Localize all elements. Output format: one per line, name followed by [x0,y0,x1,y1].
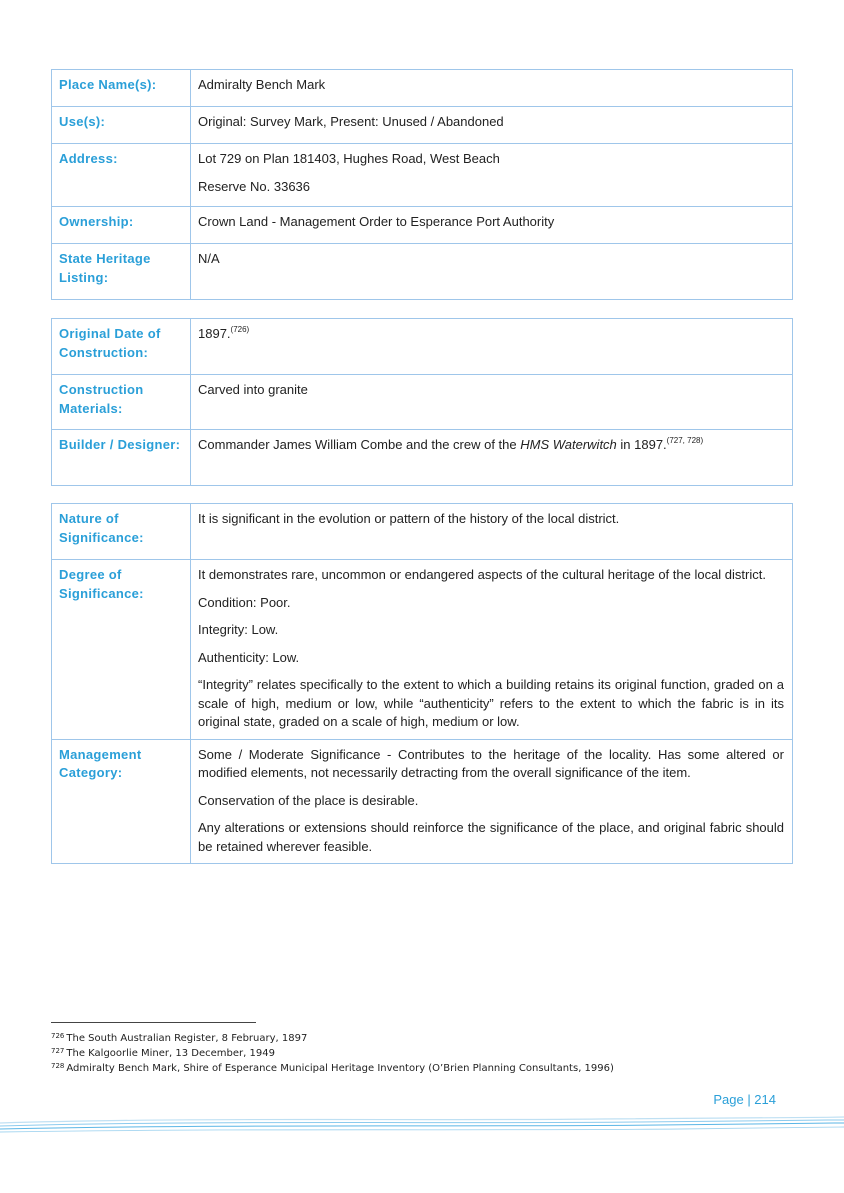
degree-value [191,560,793,740]
significance-table [51,503,793,864]
address-value [191,144,793,207]
date-text: 1897. [198,326,231,341]
footnote-727 [51,1047,275,1059]
materials-value: Carved into granite [191,375,793,430]
builder-year: in 1897. [616,437,667,452]
use-value: Original: Survey Mark, Present: Unused / Abandoned [191,107,793,144]
footnote-number: 726 [51,1032,65,1040]
footnote-number: 727 [51,1047,65,1055]
footer-wave-decoration [0,1108,844,1138]
definition-paragraph: “Integrity” relates specifically to the extent to which a building retains its original function, graded on a scale of high, medium or low, while “authenticity” refers to the extent to which the fabric is in its original state, graded on a scale of high, medium or low. [198,677,784,729]
ownership-label: Ownership: [52,207,191,244]
conservation-text: Conservation of the place is desirable. [198,792,419,808]
footnote-divider [51,1022,256,1023]
place-name-value: Admiralty Bench Mark [191,70,793,107]
management-label: Management Category: [52,739,191,864]
condition-text: Condition: Poor. [198,594,291,610]
builder-label: Builder / Designer: [52,430,191,486]
footnote-number: 728 [51,1062,65,1070]
footnote-text: Admiralty Bench Mark, Shire of Esperance Municipal Heritage Inventory (O’Brien Planning Consultants, 1996) [66,1063,614,1074]
date-label: Original Date of Construction: [52,319,191,375]
footnote-ref: (727, 728) [666,436,704,445]
use-label: Use(s): [52,107,191,144]
degree-label: Degree of Significance: [52,560,191,740]
builder-value [191,430,793,486]
footnote-ref: (726) [230,325,250,334]
management-value [191,739,793,864]
ship-name: HMS Waterwitch [520,437,617,452]
authenticity-text: Authenticity: Low. [198,649,300,665]
nature-value: It is significant in the evolution or pattern of the history of the local district. [191,504,793,560]
footnote-text: The South Australian Register, 8 February, 1897 [66,1033,308,1044]
footnote-728 [51,1062,614,1074]
alterations-text: Any alterations or extensions should reinforce the significance of the place, and original fabric should be retained wherever feasible. [198,820,784,854]
address-label: Address: [52,144,191,207]
place-details-table [51,69,793,300]
address-line-2: Reserve No. 33636 [198,178,311,194]
integrity-text: Integrity: Low. [198,622,279,637]
footnote-text: The Kalgoorlie Miner, 13 December, 1949 [66,1048,275,1059]
degree-paragraph: It demonstrates rare, uncommon or endangered aspects of the cultural heritage of the local district. [198,567,766,582]
management-paragraph: Some / Moderate Significance - Contributes to the heritage of the locality. Has some altered or modified elements, not necessarily detracting from the overall significance of the item. [198,746,784,780]
nature-label: Nature of Significance: [52,504,191,560]
place-name-label: Place Name(s): [52,70,191,107]
state-heritage-label: State Heritage Listing: [52,244,191,300]
construction-table [51,318,793,486]
materials-label: Construction Materials: [52,375,191,430]
builder-text: Commander James William Combe and the crew of the [198,437,521,452]
address-line-1: Lot 729 on Plan 181403, Hughes Road, West Beach [198,151,500,166]
state-heritage-value: N/A [191,244,793,300]
page-number: Page | 214 [713,1092,776,1107]
date-value [191,319,793,375]
footnote-726 [51,1032,307,1044]
ownership-value: Crown Land - Management Order to Esperance Port Authority [191,207,793,244]
